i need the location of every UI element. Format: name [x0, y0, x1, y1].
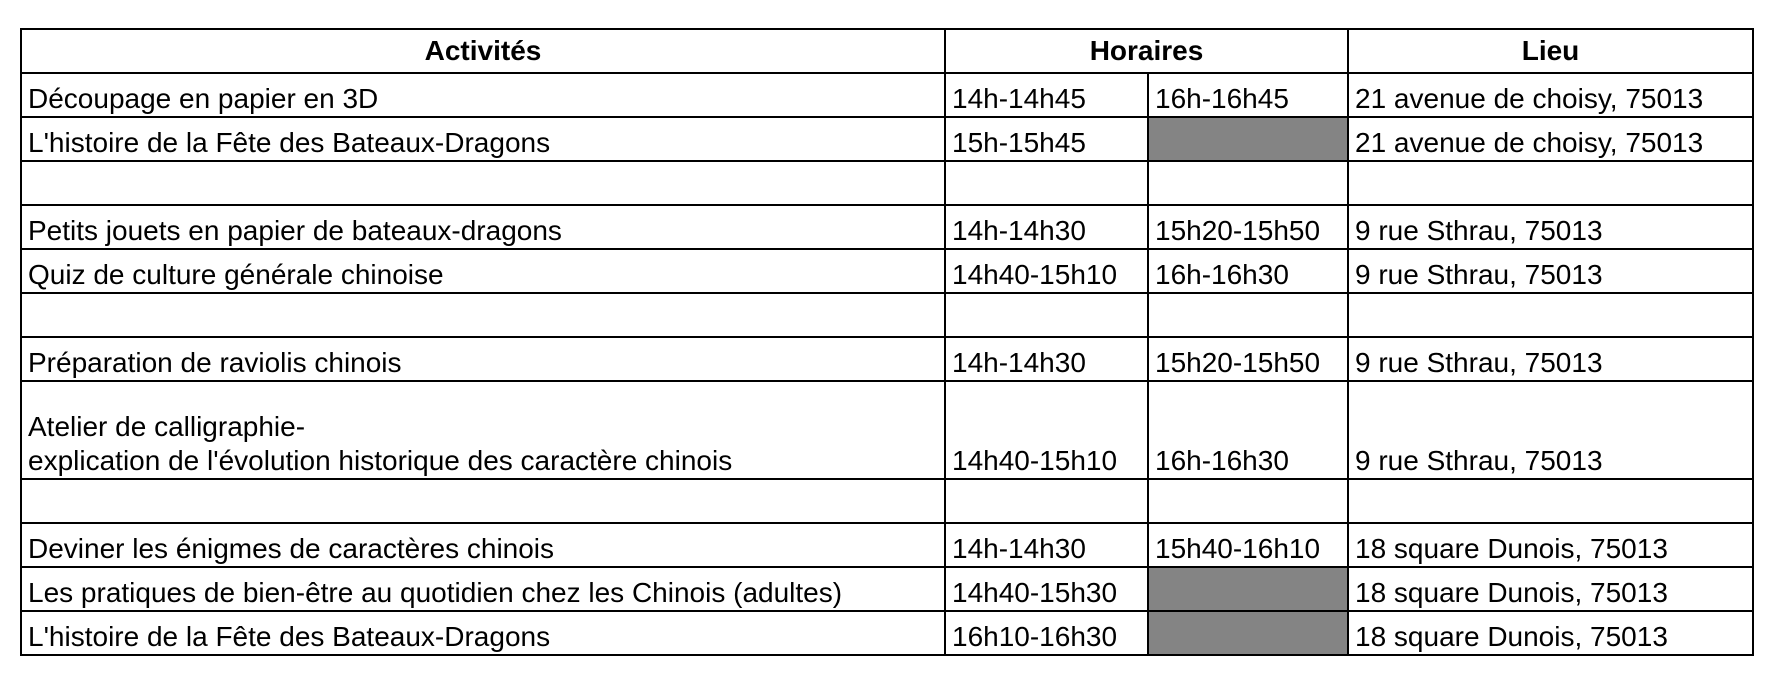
- activity-cell: Quiz de culture générale chinoise: [21, 249, 945, 293]
- location-cell: 18 square Dunois, 75013: [1348, 523, 1753, 567]
- empty-cell: [21, 161, 945, 205]
- time-slot-1-cell: 14h-14h45: [945, 73, 1148, 117]
- empty-cell: [1148, 479, 1348, 523]
- header-activites: Activités: [21, 29, 945, 73]
- location-cell: 9 rue Sthrau, 75013: [1348, 337, 1753, 381]
- time-slot-1-cell: 14h40-15h30: [945, 567, 1148, 611]
- empty-cell: [21, 479, 945, 523]
- empty-cell: [945, 479, 1148, 523]
- header-lieu: Lieu: [1348, 29, 1753, 73]
- location-cell: 18 square Dunois, 75013: [1348, 567, 1753, 611]
- empty-time-slot-cell: [1148, 611, 1348, 655]
- table-row: [21, 205, 1753, 249]
- time-slot-1-cell: 16h10-16h30: [945, 611, 1148, 655]
- table-row: [21, 611, 1753, 655]
- time-slot-1-cell: 14h-14h30: [945, 205, 1148, 249]
- empty-cell: [1148, 293, 1348, 337]
- activity-line-1: Atelier de calligraphie-: [28, 411, 306, 442]
- table-row: [21, 117, 1753, 161]
- activity-cell: [21, 381, 945, 479]
- spacer-row: [21, 293, 1753, 337]
- location-cell: 9 rue Sthrau, 75013: [1348, 205, 1753, 249]
- table-header-row: [21, 29, 1753, 73]
- time-slot-2-cell: 16h-16h45: [1148, 73, 1348, 117]
- spacer-row: [21, 161, 1753, 205]
- table-row: [21, 567, 1753, 611]
- activity-cell: Découpage en papier en 3D: [21, 73, 945, 117]
- location-cell: 21 avenue de choisy, 75013: [1348, 73, 1753, 117]
- activity-cell: Deviner les énigmes de caractères chinois: [21, 523, 945, 567]
- activity-line-2: explication de l'évolution historique des caractère chinois: [28, 445, 733, 476]
- empty-cell: [945, 161, 1148, 205]
- activity-cell: Préparation de raviolis chinois: [21, 337, 945, 381]
- empty-cell: [1348, 293, 1753, 337]
- location-cell: 18 square Dunois, 75013: [1348, 611, 1753, 655]
- activity-cell: L'histoire de la Fête des Bateaux-Dragons: [21, 117, 945, 161]
- activities-schedule-table: [20, 28, 1754, 656]
- table-row: [21, 337, 1753, 381]
- activity-cell: L'histoire de la Fête des Bateaux-Dragons: [21, 611, 945, 655]
- empty-cell: [21, 293, 945, 337]
- time-slot-1-cell: 14h-14h30: [945, 337, 1148, 381]
- empty-time-slot-cell: [1148, 117, 1348, 161]
- time-slot-1-cell: 14h40-15h10: [945, 249, 1148, 293]
- activity-cell: Petits jouets en papier de bateaux-dragons: [21, 205, 945, 249]
- table-row: [21, 523, 1753, 567]
- time-slot-1-cell: 14h40-15h10: [945, 381, 1148, 479]
- spacer-row: [21, 479, 1753, 523]
- location-cell: 9 rue Sthrau, 75013: [1348, 381, 1753, 479]
- table-row: [21, 249, 1753, 293]
- location-cell: 9 rue Sthrau, 75013: [1348, 249, 1753, 293]
- header-horaires: Horaires: [945, 29, 1348, 73]
- time-slot-1-cell: 15h-15h45: [945, 117, 1148, 161]
- location-cell: 21 avenue de choisy, 75013: [1348, 117, 1753, 161]
- empty-cell: [1148, 161, 1348, 205]
- table-row: [21, 73, 1753, 117]
- time-slot-2-cell: 16h-16h30: [1148, 381, 1348, 479]
- time-slot-2-cell: 15h20-15h50: [1148, 337, 1348, 381]
- table-row: [21, 381, 1753, 479]
- empty-time-slot-cell: [1148, 567, 1348, 611]
- time-slot-1-cell: 14h-14h30: [945, 523, 1148, 567]
- time-slot-2-cell: 16h-16h30: [1148, 249, 1348, 293]
- empty-cell: [945, 293, 1148, 337]
- time-slot-2-cell: 15h20-15h50: [1148, 205, 1348, 249]
- time-slot-2-cell: 15h40-16h10: [1148, 523, 1348, 567]
- empty-cell: [1348, 479, 1753, 523]
- activity-cell: Les pratiques de bien-être au quotidien chez les Chinois (adultes): [21, 567, 945, 611]
- empty-cell: [1348, 161, 1753, 205]
